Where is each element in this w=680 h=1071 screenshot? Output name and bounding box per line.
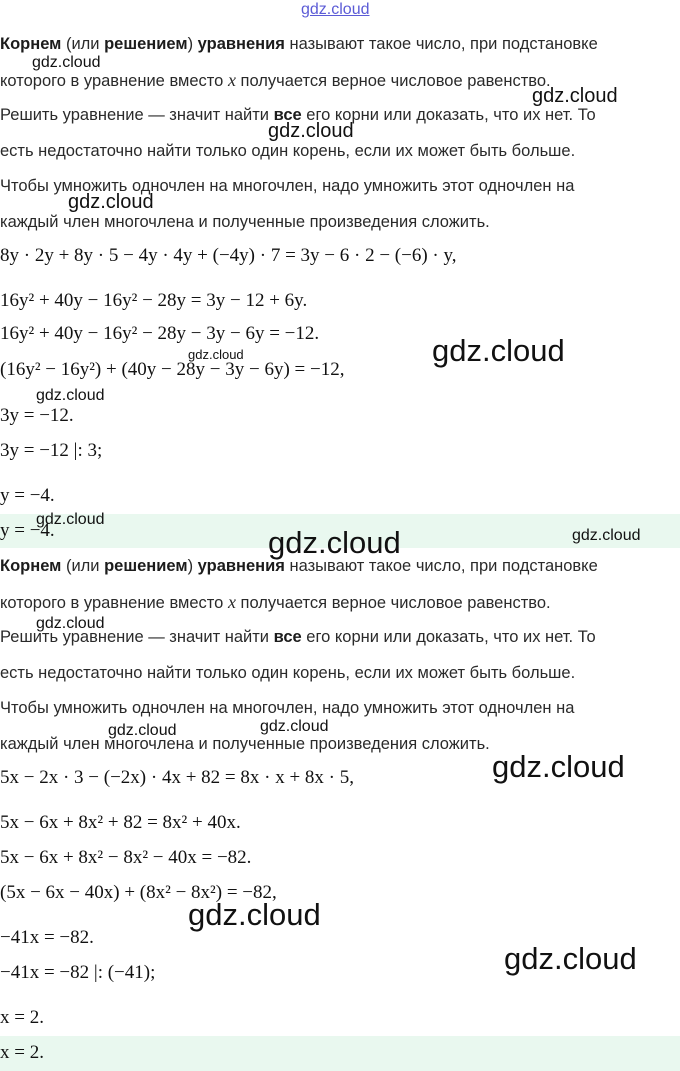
solve-definition-line-2: есть недостаточно найти только один корень, если их может быть больше. xyxy=(0,142,576,160)
watermark: gdz.cloud xyxy=(492,749,625,784)
equation-1-answer: y = −4. xyxy=(0,520,55,541)
watermark: gdz.cloud xyxy=(532,85,618,107)
equation-1-step-5: 3y = −12. xyxy=(0,405,74,426)
definition-line-1: Корнем (или решением) уравнения называют такое число, при подстановке xyxy=(0,35,598,53)
equation-2-answer: x = 2. xyxy=(0,1042,44,1063)
watermark: gdz.cloud xyxy=(260,718,329,735)
watermark: gdz.cloud xyxy=(188,347,244,362)
watermark: gdz.cloud xyxy=(108,722,177,739)
equation-1-step-4: (16y² − 16y²) + (40y − 28y − 3y − 6y) = −12, xyxy=(0,359,345,380)
watermark: gdz.cloud xyxy=(32,54,101,71)
watermark: gdz.cloud xyxy=(36,615,105,632)
multiplication-rule-line-2-repeat: каждый член многочлена и полученные произведения сложить. xyxy=(0,735,490,753)
solve-definition-line-1-repeat: Решить уравнение — значит найти все его корни или доказать, что их нет. То xyxy=(0,628,596,646)
equation-1-step-3: 16y² + 40y − 16y² − 28y − 3y − 6y = −12. xyxy=(0,323,320,344)
watermark: gdz.cloud xyxy=(268,525,401,560)
equation-2-result: x = 2. xyxy=(0,1007,44,1028)
watermark: gdz.cloud xyxy=(432,333,565,368)
equation-2-step-6: −41x = −82 |: (−41); xyxy=(0,962,156,983)
multiplication-rule-line-2: каждый член многочлена и полученные произведения сложить. xyxy=(0,213,490,231)
definition-line-1-repeat: Корнем (или решением) уравнения называют такое число, при подстановке xyxy=(0,557,598,575)
equation-1-step-2: 16y² + 40y − 16y² − 28y = 3y − 12 + 6y. xyxy=(0,290,308,311)
watermark: gdz.cloud xyxy=(268,120,354,142)
solve-definition-line-1: Решить уравнение — значит найти все его корни или доказать, что их нет. То xyxy=(0,106,596,124)
watermark: gdz.cloud xyxy=(572,527,641,544)
equation-2-step-5: −41x = −82. xyxy=(0,927,94,948)
equation-2-step-3: 5x − 6x + 8x² − 8x² − 40x = −82. xyxy=(0,847,252,868)
watermark: gdz.cloud xyxy=(68,191,154,213)
equation-2-step-2: 5x − 6x + 8x² + 82 = 8x² + 40x. xyxy=(0,812,241,833)
multiplication-rule-line-1-repeat: Чтобы умножить одночлен на многочлен, надо умножить этот одночлен на xyxy=(0,699,575,717)
equation-1-result: y = −4. xyxy=(0,485,55,506)
equation-2-step-1: 5x − 2x · 3 − (−2x) · 4x + 82 = 8x · x + 8x · 5, xyxy=(0,767,355,788)
equation-1-step-1: 8y · 2y + 8y · 5 − 4y · 4y + (−4y) · 7 = 3y − 6 · 2 − (−6) · y, xyxy=(0,245,457,266)
solve-definition-line-2-repeat: есть недостаточно найти только один корень, если их может быть больше. xyxy=(0,664,576,682)
equation-2-step-4: (5x − 6x − 40x) + (8x² − 8x²) = −82, xyxy=(0,882,277,903)
answer-highlight-2 xyxy=(0,1036,680,1071)
definition-line-2: которого в уравнение вместо x получается верное числовое равенство. xyxy=(0,70,551,90)
definition-line-2-repeat: которого в уравнение вместо x получается верное числовое равенство. xyxy=(0,592,551,612)
equation-1-step-6: 3y = −12 |: 3; xyxy=(0,440,103,461)
watermark-link[interactable]: gdz.cloud xyxy=(301,1,370,18)
watermark: gdz.cloud xyxy=(36,387,105,404)
watermark: gdz.cloud xyxy=(504,941,637,976)
watermark: gdz.cloud xyxy=(36,511,105,528)
multiplication-rule-line-1: Чтобы умножить одночлен на многочлен, надо умножить этот одночлен на xyxy=(0,177,575,195)
watermark: gdz.cloud xyxy=(188,897,321,932)
